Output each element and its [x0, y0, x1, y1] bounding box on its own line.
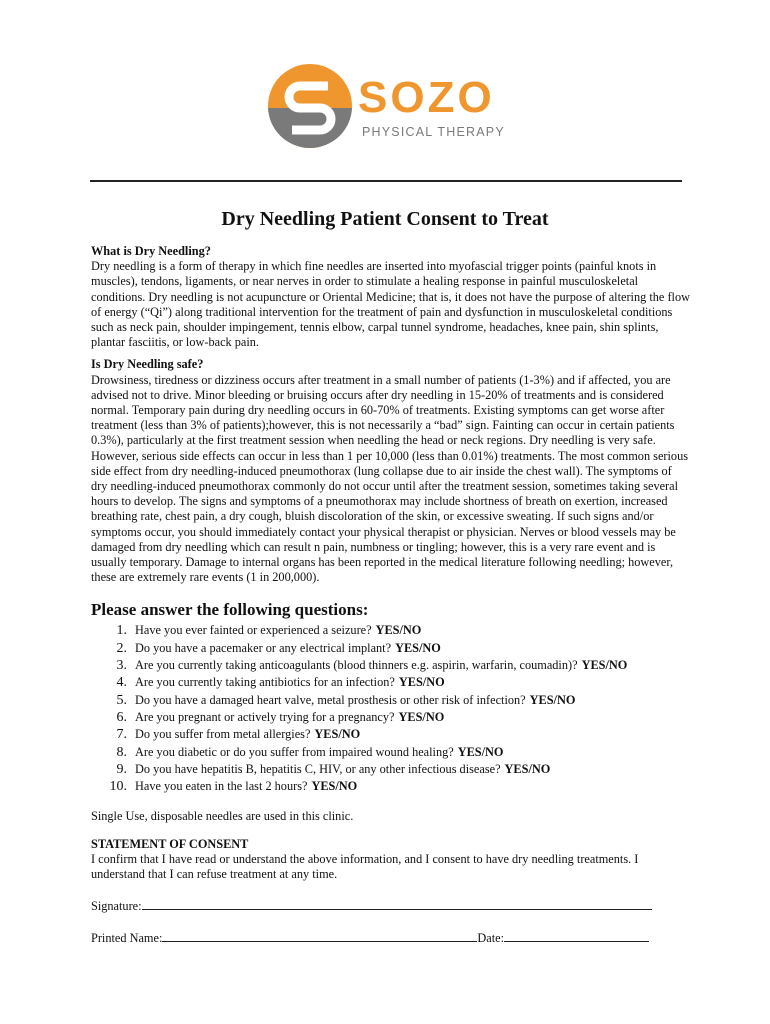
yes-no-answer[interactable]: YES/NO: [504, 761, 551, 776]
yes-no-answer[interactable]: YES/NO: [457, 744, 504, 759]
question-number: 6.: [116, 709, 127, 725]
question-item: [91, 744, 691, 761]
question-number: 4.: [116, 675, 127, 691]
question-number: 8.: [116, 744, 127, 760]
sozo-s-mark-icon: [266, 62, 354, 150]
question-number: 2.: [116, 640, 127, 656]
question-text: Are you currently taking antibiotics for an infection?: [135, 675, 395, 690]
question-item: [91, 778, 691, 795]
section-body-what-is: Dry needling is a form of therapy in which fine needles are inserted into myofascial trigger points (painful knots in muscles), tendons, ligaments, or near nerves in order to stimulate a healing response in painful musculoskeletal conditions. Dry needling is not acupuncture or Oriental Medicine; that is, it does not have the purpose of altering the flow of energy (“Qi”) along traditional intervention for the treatment of pain and dysfunction in musculoskeletal conditions such as neck pain, shoulder impingement, tennis elbow, carpal tunnel syndrome, headaches, knee pain, shin splints, plantar fasciitis, or low-back pain.: [91, 259, 690, 350]
question-text: Do you have a damaged heart valve, metal prosthesis or other risk of infection?: [135, 692, 526, 707]
section-heading-what-is: What is Dry Needling?: [91, 244, 211, 258]
question-number: 9.: [116, 761, 127, 777]
question-item: [91, 761, 691, 778]
yes-no-answer[interactable]: YES/NO: [529, 692, 576, 707]
yes-no-answer[interactable]: YES/NO: [398, 675, 445, 690]
question-text: Are you pregnant or actively trying for a pregnancy?: [135, 709, 395, 724]
question-item: [91, 726, 691, 743]
question-number: 5.: [116, 692, 127, 708]
question-number: 10.: [109, 779, 127, 795]
single-use-note: Single Use, disposable needles are used in this clinic.: [91, 809, 354, 824]
consent-body: I confirm that I have read or understand the above information, and I consent to have dry needling treatments. I understand that I can refuse treatment at any time.: [91, 851, 639, 882]
section-body-safety: Drowsiness, tiredness or dizziness occurs after treatment in a small number of patients (1-3%) and if affected, you are advised not to drive. Minor bleeding or bruising occurs after dry needling in 15-20% of treatments and is considered normal. Temporary pain during dry needling occurs in 60-70% of treatments. Existing symptoms can get worse after treatment (less than 3% of patients);however, this is not necessarily a “bad” sign. Fainting can occur in certain patients 0.3%), particularly at the first treatment session when needling the head or neck regions. Dry needling is very safe. However, serious side effects can occur in less than 1 per 10,000 (less than 0.01%) treatments. The most common serious side effect from dry needling-induced pneumothorax (lung collapse due to air inside the chest wall). The symptoms of dry needling-induced pneumothorax commonly do not occur until after the treatment session, sometimes taking several hours to develop. The signs and symptoms of a pneumothorax may include shortness of breath on exertion, increased breathing rate, chest pain, a dry cough, bluish discoloration of the skin, or excessive sweating. If such signs and/or symptoms occur, you should immediately contact your physical therapist or physician. Nerves or blood vessels may be damaged from dry needling which can result n pain, numbness or tingling; however, this is a very rare event and is usually temporary. Damage to internal organs has been reported in the medical literature following needling; however, these are extremely rare events (1 in 200,000).: [91, 372, 689, 585]
yes-no-answer[interactable]: YES/NO: [398, 709, 445, 724]
question-number: 1.: [116, 623, 127, 639]
question-text: Have you eaten in the last 2 hours?: [135, 779, 308, 794]
logo-wordmark: SOZO: [358, 73, 495, 122]
signature-row: [91, 898, 691, 914]
header-divider: [90, 180, 682, 182]
question-text: Do you suffer from metal allergies?: [135, 727, 311, 742]
question-item: [91, 657, 691, 674]
questions-heading: Please answer the following questions:: [91, 600, 369, 620]
question-item: [91, 709, 691, 726]
section-heading-safety: Is Dry Needling safe?: [91, 357, 204, 372]
question-item: [91, 622, 691, 639]
consent-heading: STATEMENT OF CONSENT: [91, 836, 249, 851]
question-item: [91, 640, 691, 657]
question-item: [91, 692, 691, 709]
date-label: Date:: [477, 931, 505, 946]
yes-no-answer[interactable]: YES/NO: [314, 727, 361, 742]
yes-no-answer[interactable]: YES/NO: [311, 779, 358, 794]
yes-no-answer[interactable]: YES/NO: [375, 623, 422, 638]
signature-label: Signature:: [91, 899, 142, 914]
logo-subtitle: PHYSICAL THERAPY: [362, 125, 505, 139]
question-text: Are you diabetic or do you suffer from impaired wound healing?: [135, 744, 454, 759]
question-number: 3.: [116, 658, 127, 674]
question-item: [91, 674, 691, 691]
printed-name-label: Printed Name:: [91, 931, 163, 946]
document-title: Dry Needling Patient Consent to Treat: [221, 208, 549, 230]
printed-name-field[interactable]: [162, 930, 477, 942]
question-text: Do you have a pacemaker or any electrical implant?: [135, 640, 392, 655]
question-text: Are you currently taking anticoagulants (blood thinners e.g. aspirin, warfarin, coumadin)?: [135, 658, 578, 673]
yes-no-answer[interactable]: YES/NO: [395, 640, 441, 655]
question-text: Have you ever fainted or experienced a seizure?: [135, 623, 372, 638]
date-field[interactable]: [504, 930, 649, 942]
yes-no-answer[interactable]: YES/NO: [581, 658, 628, 673]
sozo-logo: [266, 62, 526, 152]
questions-list: [91, 622, 691, 795]
question-number: 7.: [116, 727, 127, 743]
document-body: [91, 244, 691, 947]
question-text: Do you have hepatitis B, hepatitis C, HIV, or any other infectious disease?: [135, 761, 501, 776]
printed-name-row: [91, 930, 691, 946]
signature-field[interactable]: [142, 898, 652, 910]
